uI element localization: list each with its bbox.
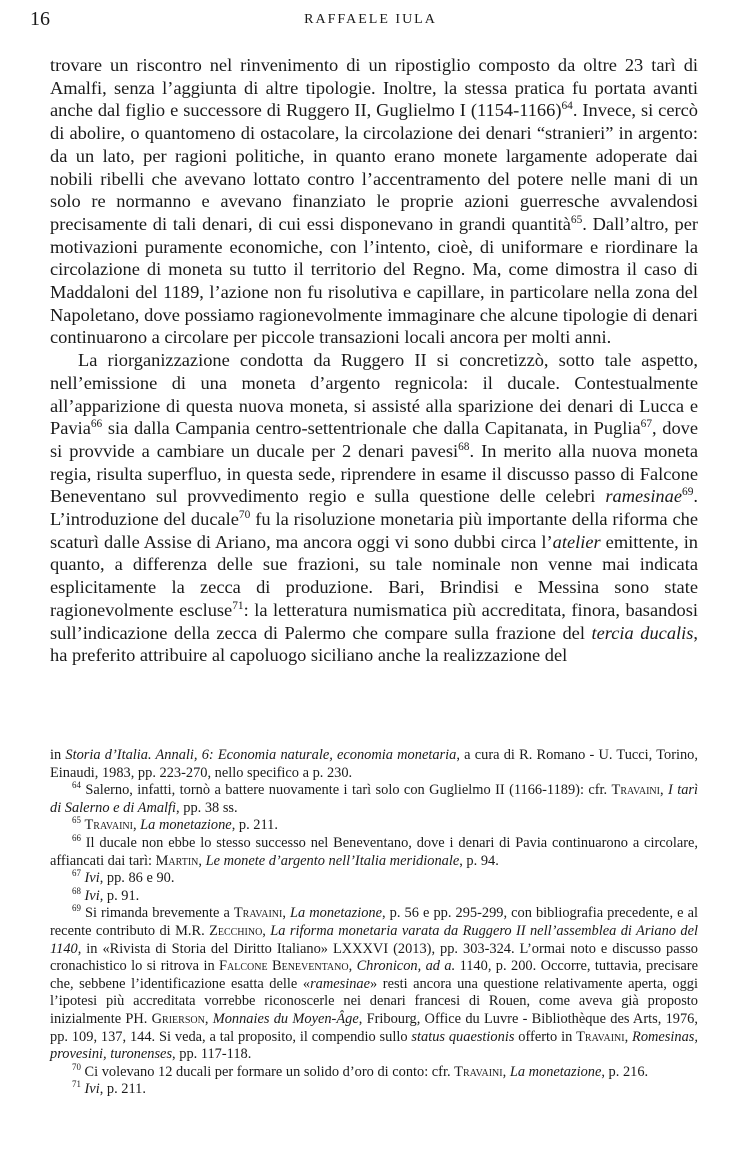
footnote-number: 64 xyxy=(72,780,81,791)
footnote-ref: 65 xyxy=(570,213,583,226)
text-run: fu la risoluzione monetaria più importante della riforma che scaturì dalle Assise di Ariano, ma ancora oggi vi sono dubbi circa l’ xyxy=(50,509,698,552)
italic-term: ramesinae xyxy=(605,486,682,507)
text-run: . L’introduzione del ducale xyxy=(50,486,698,530)
italic-term: tercia ducalis xyxy=(591,622,694,643)
footnote-number: 68 xyxy=(72,885,81,896)
text-run: trovare un riscontro nel rinvenimento di un ripostiglio composto da oltre 23 tarì di Amalfi, senza l’aggiunta di altre tipologie. Inoltre, la stessa pratica fu portata avanti anche dal figlio e successore di Ruggero II, Guglielmo I (1154-1166) xyxy=(50,55,698,121)
footnote-71: $^{71}$ Ivi, p. 211. xyxy=(72,1079,146,1098)
text-run: : la letteratura numismatica più accreditata, finora, basandosi sull’indicazione della zecca di Palermo che compare sulla frazione del xyxy=(50,599,698,643)
footnote-number: 67 xyxy=(72,868,81,879)
text-run: , dove si provvide a cambiare un ducale per 2 denari pavesi xyxy=(50,418,698,461)
footnote-ref: 66 xyxy=(90,418,103,431)
text-run: La riorganizzazione condotta da Ruggero II si concretizzò, sotto tale aspetto, nell’emissione di una moneta d’argento regnicola: il ducale. Contestualmente all’apparizione di questa nuova moneta, si assisté alla sparizione dei denari di Lucca e Pavia xyxy=(50,350,698,439)
text-run: . Dall’altro, per motivazioni puramente economiche, con l’intento, cioè, di uniformare e riordinare la circolazione di moneta su tutto il territorio del Regno. Ma, come dimostra il caso di Maddaloni del 1189, l’azione non fu risolutiva e capillare, in particolare nella zona del Napoletano, dove possiamo ragionevolmente immaginare che alcune tipologie di denari continuarono a circolare per piccole transazioni locali ancora per molti anni. xyxy=(50,213,698,348)
footnote-ref: 69 xyxy=(682,486,694,499)
text-run: sia dalla Campania centro-settentrionale che dalla Capitanata, in Puglia xyxy=(102,418,641,439)
italic-term: atelier xyxy=(552,531,601,552)
text-run: . Invece, si cercò di abolire, o quantomeno di ostacolare, la circolazione dei denari “stranieri” in argento: da un lato, per ragioni politiche, in quanto erano monete largamente adoperate dai nobili ribelli che avevano lottato contro l’accentramento del potere nelle mani di un solo re normanno e avevano finanziato le proprie azioni guerresche avvalendosi precisamente di tali denari, di cui essi disponevano in grandi quantità xyxy=(50,100,698,234)
footnote-67: $^{67}$ Ivi, pp. 86 e 90. xyxy=(72,868,175,887)
footnote-ref: 68 xyxy=(458,440,470,453)
running-head: RAFFAELE IULA xyxy=(304,12,437,27)
footnote-69: $^{69}$ Si rimanda brevemente a Travaini, La monetazione, p. 56 e pp. 295-299, con bibliografia precedente, e al recente contributo di M.R. Zecchino, La riforma monetaria varata da Ruggero II nell’assemblea di Ariano del 1140, in «Rivista di Storia del Diritto Italiano» LXXXVI (2013), pp. 303-324. L’ormai noto e discusso passo cronachistico lo si ritrova in Falcone Beneventano, Chronicon, ad a. 1140, p. 200. Occorre, tuttavia, precisare che, sebbene l’identificazione esatta delle «ramesinae» resti ancora una questione relativamente aperta, oggi l’ipotesi più accreditata vorrebbe riconoscerle nei denari francesi di Rouen, come aveva già proposto inizialmente PH. Grierson, Monnaies du Moyen-Âge, Fribourg, Office du Luvre - Bibliothèque des Arts, 1976, pp. 109, 137, 144. Si veda, a tal proposito, il compendio sullo status quaestionis offerto in Travaini, Romesinas, provesini, turonenses, pp. 117-118. xyxy=(50,903,698,1063)
text-run: . In merito alla nuova moneta regia, risulta superfluo, in questa sede, riprendere in esame il discusso passo di Falcone Beneventano sul provvedimento regio e sulla questione delle celebri xyxy=(50,440,698,507)
footnote-number: 69 xyxy=(72,903,81,914)
footnotes xyxy=(50,747,698,1099)
footnote-64: $^{64}$ Salerno, infatti, tornò a battere nuovamente i tarì solo con Guglielmo II (1166-1189): cfr. Travaini, I tarì di Salerno e di Amalfi, pp. 38 ss. xyxy=(50,780,698,816)
footnote-ref: 71 xyxy=(232,599,244,612)
footnote-66: $^{66}$ Il ducale non ebbe lo stesso successo nel Beneventano, dove i denari di Pavia continuarono a circolare, affiancati dai tarì: Martin, Le monete d’argento nell’Italia meridionale, p. 94. xyxy=(50,833,698,869)
footnote-68: $^{68}$ Ivi, p. 91. xyxy=(72,885,140,904)
text-run: emittente, in quanto, a differenza delle sue frazioni, su tale nominale non venne mai indicata esplicitamente la zecca di produzione. Bari, Brindisi e Messina sono state ragionevolmente escluse xyxy=(50,531,698,620)
footnote-65: $^{65}$ Travaini, La monetazione, p. 211. xyxy=(72,815,278,834)
footnote-continuation: in Storia d’Italia. Annali, 6: Economia naturale, economia monetaria, a cura di R. Romano - U. Tucci, Torino, Einaudi, 1983, pp. 223-270, nello specifico a p. 230. xyxy=(50,747,698,781)
footnote-number: 66 xyxy=(72,833,81,844)
footnote-number: 65 xyxy=(72,815,81,826)
footnote-ref: 67 xyxy=(640,418,653,431)
footnote-number: 70 xyxy=(72,1061,81,1072)
text-run: , ha preferito attribuire al capoluogo siciliano anche la realizzazione del xyxy=(50,622,699,666)
footnote-ref: 70 xyxy=(238,508,251,521)
body-text xyxy=(50,54,698,667)
footnote-70: $^{70}$ Ci volevano 12 ducali per formare un solido d’oro di conto: cfr. Travaini, La monetazione, p. 216. xyxy=(72,1061,649,1080)
paragraph xyxy=(50,54,698,349)
page-number: 16 xyxy=(30,8,50,30)
footnote-number: 71 xyxy=(72,1079,81,1090)
page-header xyxy=(30,8,711,34)
footnote-ref: 64 xyxy=(561,100,573,113)
paragraph xyxy=(50,349,698,667)
